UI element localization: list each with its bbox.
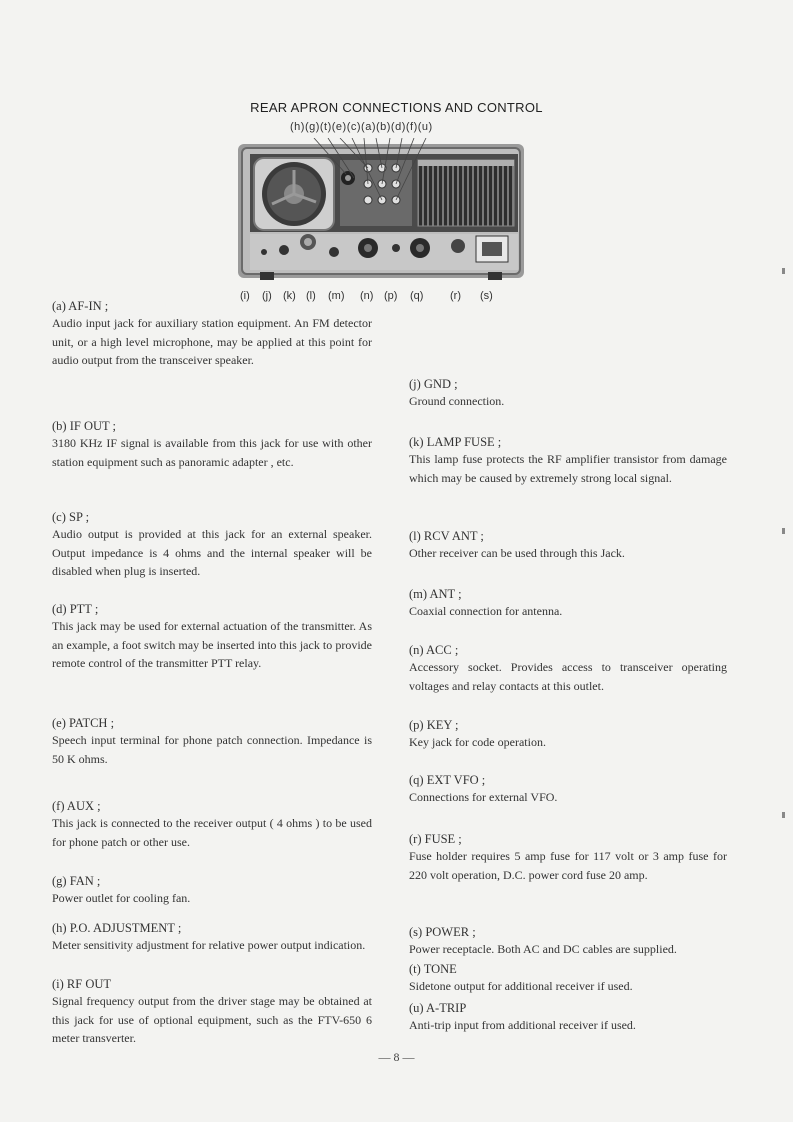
entry-heading: (f) AUX ; <box>52 799 101 813</box>
entry-fan <box>52 873 372 908</box>
entry-power <box>409 924 727 959</box>
entry-description: Connections for external VFO. <box>409 790 558 804</box>
edge-mark <box>782 812 785 818</box>
entry-heading: (h) P.O. ADJUSTMENT ; <box>52 921 182 935</box>
callout-i: (i) <box>240 290 250 302</box>
entry-description: Key jack for code operation. <box>409 735 546 749</box>
callout-k: (k) <box>283 290 296 302</box>
entry-description: Signal frequency output from the driver stage may be obtained at this jack for use of optional equipment, such as the FTV-650 6 meter transverter. <box>52 994 372 1045</box>
entry-heading: (g) FAN ; <box>52 874 101 888</box>
callout-s: (s) <box>480 290 493 302</box>
entry-description: Coaxial connection for antenna. <box>409 604 563 618</box>
entry-heading: (m) ANT ; <box>409 587 462 601</box>
entry-heading: (t) TONE <box>409 962 457 976</box>
entry-heading: (q) EXT VFO ; <box>409 773 486 787</box>
entry-description: Sidetone output for additional receiver if used. <box>409 979 633 993</box>
entry-sp <box>52 509 372 581</box>
entry-description: Speech input terminal for phone patch connection. Impedance is 50 K ohms. <box>52 733 372 766</box>
entry-lamp-fuse <box>409 434 727 487</box>
entry-heading: (d) PTT ; <box>52 602 99 616</box>
entry-description: Accessory socket. Provides access to transceiver operating voltages and relay contacts at this outlet. <box>409 660 727 693</box>
entry-heading: (c) SP ; <box>52 510 90 524</box>
entry-description: Fuse holder requires 5 amp fuse for 117 volt or 3 amp fuse for 220 volt operation, D.C. power cord fuse 20 amp. <box>409 849 727 882</box>
entry-rcv-ant <box>409 528 727 563</box>
callout-l: (l) <box>306 290 316 302</box>
entry-description: Meter sensitivity adjustment for relative power output indication. <box>52 938 366 952</box>
entry-heading: (l) RCV ANT ; <box>409 529 484 543</box>
entry-af-in <box>52 298 372 370</box>
page-number: — 8 — <box>378 1050 415 1064</box>
entry-gnd <box>409 376 727 411</box>
entry-heading: (k) LAMP FUSE ; <box>409 435 502 449</box>
entry-heading: (s) POWER ; <box>409 925 476 939</box>
entry-description: Audio input jack for auxiliary station equipment. An FM detector unit, or a high level microphone, may be applied at this point for audio output from the transceiver speaker. <box>52 316 372 367</box>
entry-description: Other receiver can be used through this Jack. <box>409 546 625 560</box>
entry-description: Anti-trip input from additional receiver if used. <box>409 1018 636 1032</box>
callout-j: (j) <box>262 290 272 302</box>
entry-description: Power outlet for cooling fan. <box>52 891 191 905</box>
entry-description: Audio output is provided at this jack for an external speaker. Output impedance is 4 ohms and the internal speaker will be disabled when plug is inserted. <box>52 527 372 578</box>
entry-heading: (r) FUSE ; <box>409 832 462 846</box>
entry-heading: (p) KEY ; <box>409 718 459 732</box>
entry-heading: (u) A-TRIP <box>409 1001 467 1015</box>
entry-ptt <box>52 601 372 673</box>
callout-m: (m) <box>328 290 345 302</box>
entry-description: 3180 KHz IF signal is available from this jack for use with other station equipment such as panoramic adapter , etc. <box>52 436 372 469</box>
entry-heading: (a) AF-IN ; <box>52 299 109 313</box>
edge-mark <box>782 268 785 274</box>
entry-tone <box>409 961 727 996</box>
entry-if-out <box>52 418 372 471</box>
entry-acc <box>409 642 727 695</box>
callout-q: (q) <box>410 290 424 302</box>
entry-description: This lamp fuse protects the RF amplifier transistor from damage which may be caused by extremely strong local signal. <box>409 452 727 485</box>
entry-key <box>409 717 727 752</box>
rear-panel-photo <box>236 138 526 286</box>
entry-po-adjustment <box>52 920 372 955</box>
entry-fuse <box>409 831 727 884</box>
entry-aux <box>52 798 372 851</box>
entry-heading: (n) ACC ; <box>409 643 459 657</box>
entry-description: Ground connection. <box>409 394 505 408</box>
entry-heading: (e) PATCH ; <box>52 716 115 730</box>
entry-description: This jack may be used for external actuation of the transmitter. As an example, a foot switch may be inserted into this jack to provide remote control of the transmitter PTT relay. <box>52 619 372 670</box>
entry-description: This jack is connected to the receiver output ( 4 ohms ) to be used for phone patch or other use. <box>52 816 372 849</box>
page-title: REAR APRON CONNECTIONS AND CONTROL <box>250 100 543 115</box>
top-callout-labels: (h)(g)(t)(e)(c)(a)(b)(d)(f)(u) <box>290 121 433 133</box>
entry-rf-out <box>52 976 372 1048</box>
entry-description: Power receptacle. Both AC and DC cables are supplied. <box>409 942 677 956</box>
entry-heading: (i) RF OUT <box>52 977 112 991</box>
entry-ext-vfo <box>409 772 727 807</box>
entry-ant <box>409 586 727 621</box>
callout-r: (r) <box>450 290 461 302</box>
entry-a-trip <box>409 1000 727 1035</box>
entry-heading: (j) GND ; <box>409 377 458 391</box>
callout-n: (n) <box>360 290 374 302</box>
entry-patch <box>52 715 372 768</box>
callout-p: (p) <box>384 290 398 302</box>
edge-mark <box>782 528 785 534</box>
entry-heading: (b) IF OUT ; <box>52 419 117 433</box>
